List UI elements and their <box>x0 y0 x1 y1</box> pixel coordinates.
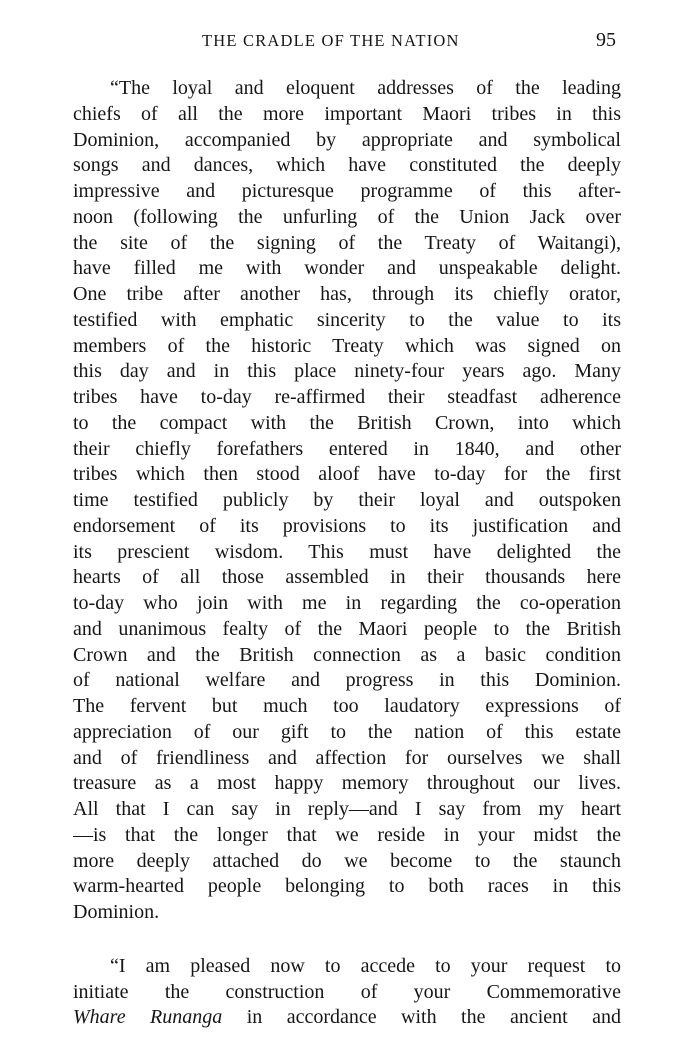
text-line: songs and dances, which have constituted the deeply <box>73 154 621 177</box>
text-line: Crown and the British connection as a basic condition <box>73 643 621 666</box>
text-line: “I am pleased now to accede to your request to <box>110 954 621 977</box>
text-line <box>73 1005 621 1031</box>
text-line: “The loyal and eloquent addresses of the leading <box>110 77 621 99</box>
text-line: to the compact with the British Crown, into which <box>73 411 621 434</box>
text-line: time testified publicly by their loyal and outspoken <box>73 489 621 511</box>
text-line: the site of the signing of the Treaty of Waitangi), <box>73 231 621 254</box>
text-line: members of the historic Treaty which was signed on <box>73 334 621 357</box>
text-line: its prescient wisdom. This must have delighted the <box>73 540 621 563</box>
text-line: warm-hearted people belonging to both races in this <box>73 875 621 898</box>
text-line: to-day who join with me in regarding the co-operation <box>73 592 621 614</box>
text-line: One tribe after another has, through its chiefly orator, <box>73 283 621 305</box>
text-line: and of friendliness and affection for ourselves we shall <box>73 746 621 769</box>
text-line: their chiefly forefathers entered in 1840, and other <box>73 437 621 460</box>
text-line: initiate the construction of your Commemorative <box>73 980 621 1003</box>
text-line: endorsement of its provisions to its justification and <box>73 514 621 537</box>
paragraph-1 <box>73 76 621 926</box>
body-text <box>73 76 621 1031</box>
text-line: appreciation of our gift to the nation of this estate <box>73 720 621 743</box>
page-number: 95 <box>596 29 616 51</box>
text-line: testified with emphatic sincerity to the value to its <box>73 308 621 331</box>
paragraph-2 <box>73 954 621 1031</box>
text-line: chiefs of all the more important Maori tribes in this <box>73 102 621 125</box>
text-line: impressive and picturesque programme of this after- <box>73 180 621 202</box>
text-line: and unanimous fealty of the Maori people to the British <box>73 617 621 640</box>
text-line: All that I can say in reply—and I say from my heart <box>73 798 621 820</box>
text-line: noon (following the unfurling of the Union Jack over <box>73 205 621 228</box>
text-line: tribes which then stood aloof have to-day for the first <box>73 463 621 486</box>
text-line: Dominion. <box>73 901 160 923</box>
running-header <box>0 29 700 53</box>
running-title: THE CRADLE OF THE NATION <box>202 31 460 50</box>
text-line: The fervent but much too laudatory expressions of <box>73 695 621 717</box>
line-remainder: in accordance with the ancient and <box>222 1006 621 1029</box>
text-line: —is that the longer that we reside in your midst the <box>73 823 621 846</box>
text-line: this day and in this place ninety-four years ago. Many <box>73 360 621 383</box>
paragraph-gap <box>73 926 621 954</box>
text-line: tribes have to-day re-affirmed their steadfast adherence <box>73 386 621 408</box>
italic-phrase: Whare Runanga <box>73 1006 223 1029</box>
text-line: Dominion, accompanied by appropriate and symbolical <box>73 128 621 151</box>
text-line: hearts of all those assembled in their thousands here <box>73 566 621 589</box>
text-line: more deeply attached do we become to the staunch <box>73 849 621 872</box>
text-line: of national welfare and progress in this Dominion. <box>73 669 621 692</box>
text-line: treasure as a most happy memory throughout our lives. <box>73 772 621 795</box>
text-line: have filled me with wonder and unspeakable delight. <box>73 257 621 280</box>
